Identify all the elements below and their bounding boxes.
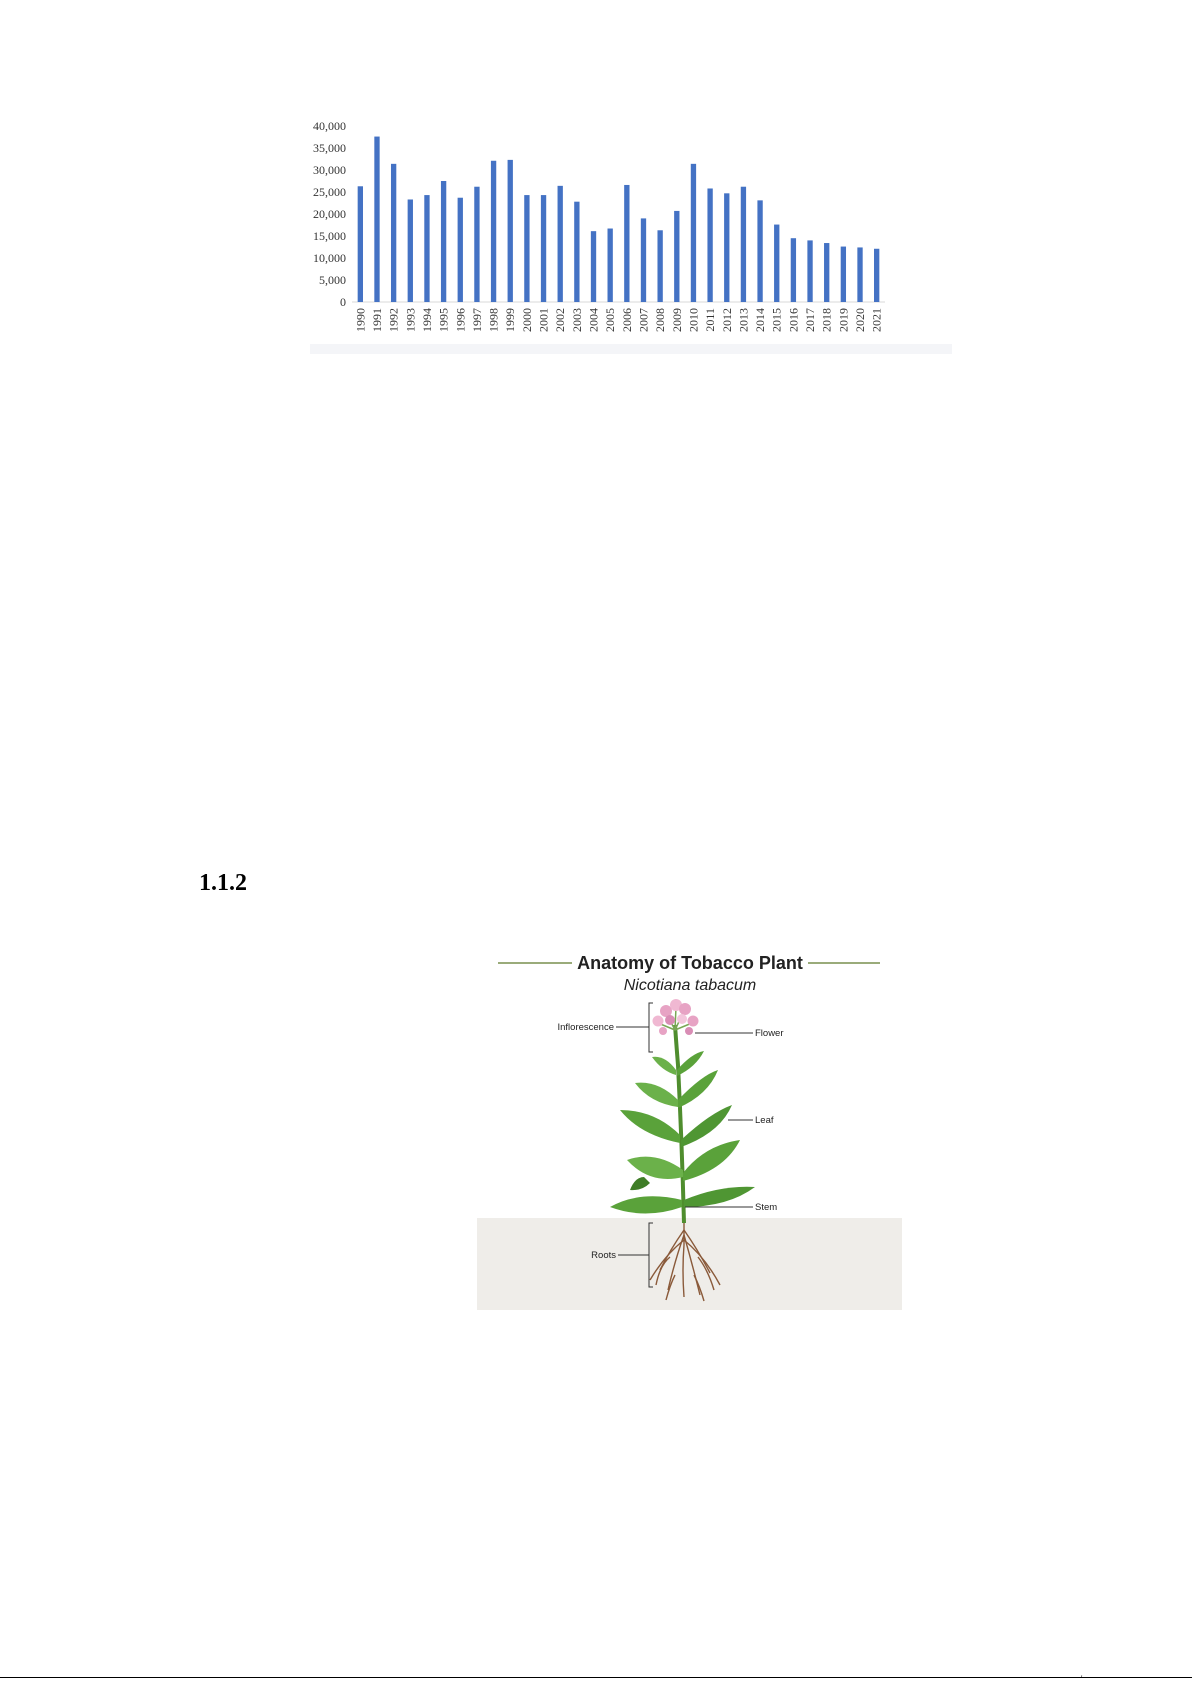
label-roots: Roots xyxy=(591,1250,616,1261)
x-tick-label: 2017 xyxy=(803,308,818,332)
bar-1995 xyxy=(441,181,446,302)
x-tick-label: 1999 xyxy=(503,308,518,332)
bar-2010 xyxy=(691,164,696,302)
bar-1996 xyxy=(458,198,463,302)
bar-1993 xyxy=(408,199,413,302)
y-tick-label: 5,000 xyxy=(319,273,346,287)
bar-2016 xyxy=(791,238,796,302)
bar-1990 xyxy=(358,186,363,302)
x-tick-label: 2016 xyxy=(786,308,801,332)
bar-1994 xyxy=(424,195,429,302)
stem-illustration xyxy=(675,1025,684,1223)
x-tick-label: 1990 xyxy=(353,308,368,332)
x-tick-label: 2004 xyxy=(586,308,601,332)
x-tick-label: 1991 xyxy=(369,308,384,332)
x-tick-label: 2019 xyxy=(836,308,851,332)
x-tick-label: 2018 xyxy=(819,308,834,332)
bar-2021 xyxy=(874,249,879,302)
bar-2007 xyxy=(641,218,646,302)
x-tick-label: 2002 xyxy=(553,308,568,332)
tobacco-anatomy-figure xyxy=(470,945,910,1315)
x-tick-label: 2010 xyxy=(686,308,701,332)
flowers-illustration xyxy=(653,999,699,1035)
label-stem: Stem xyxy=(755,1202,778,1213)
x-tick-label: 2009 xyxy=(669,308,684,332)
page-bottom-rule xyxy=(0,1677,1192,1678)
x-tick-label: 2014 xyxy=(753,308,768,332)
bar-2018 xyxy=(824,243,829,302)
label-inflorescence: Inflorescence xyxy=(557,1022,614,1033)
x-tick-label: 1992 xyxy=(386,308,401,332)
chart-svg xyxy=(310,116,952,354)
x-tick-label: 1994 xyxy=(419,308,434,332)
x-tick-label: 2011 xyxy=(703,308,718,332)
x-tick-label: 2000 xyxy=(519,308,534,332)
bar-2012 xyxy=(724,193,729,302)
bar-2014 xyxy=(757,200,762,302)
bar-2013 xyxy=(741,187,746,302)
bar-2008 xyxy=(657,230,662,302)
x-tick-label: 2015 xyxy=(769,308,784,332)
bar-1999 xyxy=(508,160,513,302)
x-tick-label: 2003 xyxy=(569,308,584,332)
bar-2003 xyxy=(574,202,579,302)
x-tick-label: 2001 xyxy=(536,308,551,332)
bar-2005 xyxy=(608,229,613,302)
figure-title: Anatomy of Tobacco Plant xyxy=(577,953,803,973)
bar-1997 xyxy=(474,187,479,302)
x-tick-label: 1996 xyxy=(453,308,468,332)
x-tick-label: 2007 xyxy=(636,308,651,332)
x-tick-label: 2021 xyxy=(869,308,884,332)
y-tick-label: 10,000 xyxy=(313,251,346,265)
bar-2015 xyxy=(774,225,779,302)
bar-2001 xyxy=(541,195,546,302)
bar-chart xyxy=(310,116,952,354)
x-tick-label: 1993 xyxy=(403,308,418,332)
x-tick-label: 2013 xyxy=(736,308,751,332)
bar-2019 xyxy=(841,247,846,302)
bar-1992 xyxy=(391,164,396,302)
x-tick-label: 1997 xyxy=(469,308,484,332)
figure-svg xyxy=(470,945,910,1315)
x-tick-label: 1998 xyxy=(486,308,501,332)
inflorescence-bracket xyxy=(649,1003,653,1052)
figure-subtitle: Nicotiana tabacum xyxy=(623,977,757,994)
section-number: 1.1.2 xyxy=(199,870,247,896)
bar-2020 xyxy=(857,247,862,302)
bar-2000 xyxy=(524,195,529,302)
bar-1998 xyxy=(491,161,496,302)
x-tick-label: 1995 xyxy=(436,308,451,332)
y-tick-label: 35,000 xyxy=(313,141,346,155)
bar-2017 xyxy=(807,240,812,302)
label-flower: Flower xyxy=(755,1028,784,1039)
bar-1991 xyxy=(374,137,379,302)
y-tick-label: 0 xyxy=(340,295,346,309)
x-tick-label: 2005 xyxy=(603,308,618,332)
x-tick-label: 2006 xyxy=(619,308,634,332)
y-tick-label: 40,000 xyxy=(313,119,346,133)
bar-2004 xyxy=(591,231,596,302)
page-mark: ' xyxy=(1081,1674,1083,1683)
bar-2002 xyxy=(558,186,563,302)
y-tick-label: 20,000 xyxy=(313,207,346,221)
x-tick-label: 2008 xyxy=(653,308,668,332)
label-leaf: Leaf xyxy=(755,1115,774,1126)
y-tick-label: 15,000 xyxy=(313,229,346,243)
bar-2011 xyxy=(707,188,712,302)
bar-2009 xyxy=(674,211,679,302)
soil-area xyxy=(477,1218,902,1310)
x-tick-label: 2020 xyxy=(853,308,868,332)
x-tick-label: 2012 xyxy=(719,308,734,332)
bar-2006 xyxy=(624,185,629,302)
y-tick-label: 25,000 xyxy=(313,185,346,199)
y-tick-label: 30,000 xyxy=(313,163,346,177)
